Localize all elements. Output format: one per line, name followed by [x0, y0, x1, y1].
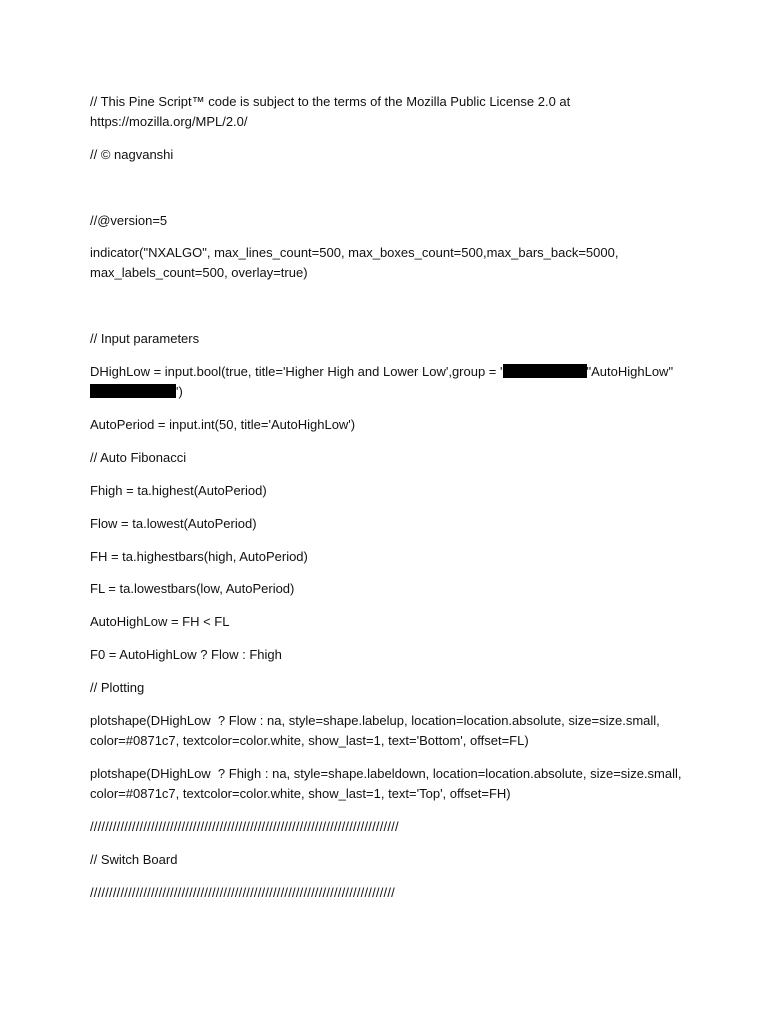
plotshape-top-line-1: plotshape(DHighLow ? Fhigh : na, style=shape.labeldown, location=location.absolute, size=size.small, — [90, 766, 682, 781]
redaction-block — [503, 364, 587, 378]
autohighlow-line: AutoHighLow = FH < FL — [90, 614, 230, 629]
plotshape-bottom-line-2: color=#0871c7, textcolor=color.white, show_last=1, text='Bottom', offset=FL) — [90, 733, 529, 748]
author-comment: // © nagvanshi — [90, 147, 174, 162]
plotshape-bottom-line-1: plotshape(DHighLow ? Flow : na, style=shape.labelup, location=location.absolute, size=size.small, — [90, 713, 660, 728]
fh-line: FH = ta.highestbars(high, AutoPeriod) — [90, 549, 308, 564]
dhighlow-input — [90, 362, 690, 402]
input-parameters-comment: // Input parameters — [90, 331, 200, 346]
dhighlow-group-name: "AutoHighLow" — [586, 364, 674, 379]
version-directive: //@version=5 — [90, 213, 168, 228]
dhighlow-suffix: ') — [176, 384, 183, 399]
indicator-declaration — [90, 243, 690, 283]
autoperiod-input: AutoPeriod = input.int(50, title='AutoHighLow') — [90, 417, 356, 432]
switch-board-comment: // Switch Board — [90, 852, 178, 867]
plotshape-top-line-2: color=#0871c7, textcolor=color.white, show_last=1, text='Top', offset=FH) — [90, 786, 511, 801]
license-line-2: https://mozilla.org/MPL/2.0/ — [90, 114, 248, 129]
license-comment — [90, 92, 690, 132]
license-line-1: // This Pine Script™ code is subject to the terms of the Mozilla Public License 2.0 at — [90, 94, 571, 109]
separator-line: ///////////////////////////////////////////////////////////////////////////////// — [90, 819, 399, 834]
dhighlow-prefix: DHighLow = input.bool(true, title='Higher High and Lower Low',group = ' — [90, 364, 503, 379]
indicator-line-1: indicator("NXALGO", max_lines_count=500, max_boxes_count=500,max_bars_back=5000, — [90, 245, 619, 260]
fhigh-line: Fhigh = ta.highest(AutoPeriod) — [90, 483, 267, 498]
fl-line: FL = ta.lowestbars(low, AutoPeriod) — [90, 581, 295, 596]
separator-line: //////////////////////////////////////////////////////////////////////////////// — [90, 885, 395, 900]
plotting-comment: // Plotting — [90, 680, 145, 695]
plotshape-bottom — [90, 711, 690, 751]
redaction-block — [90, 384, 176, 398]
indicator-line-2: max_labels_count=500, overlay=true) — [90, 265, 308, 280]
flow-line: Flow = ta.lowest(AutoPeriod) — [90, 516, 257, 531]
auto-fibonacci-comment: // Auto Fibonacci — [90, 450, 187, 465]
f0-line: F0 = AutoHighLow ? Flow : Fhigh — [90, 647, 282, 662]
plotshape-top — [90, 764, 690, 804]
